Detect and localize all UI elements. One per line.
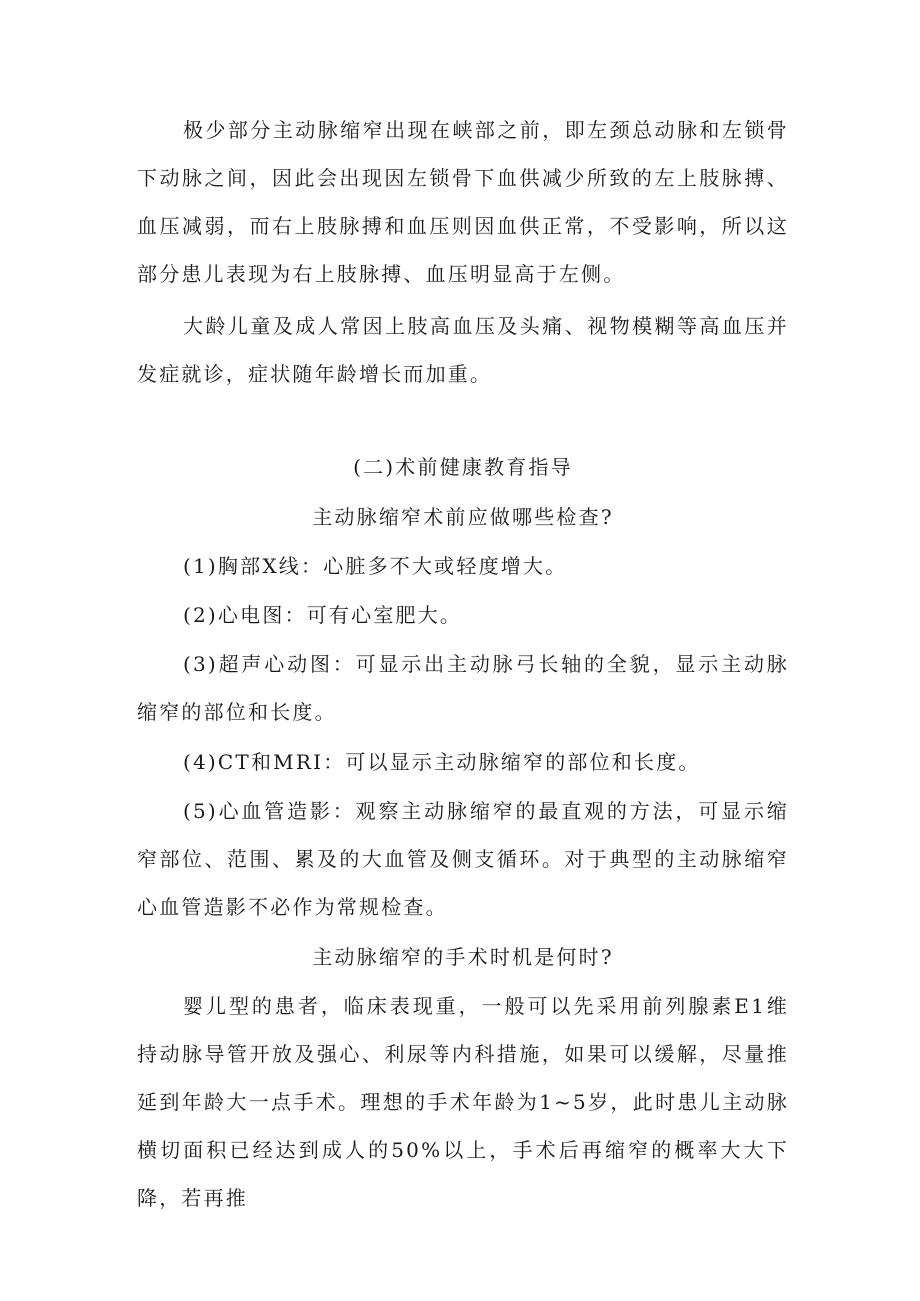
paragraph-aortic-coarctation-proximal: 极少部分主动脉缩窄出现在峡部之前，即左颈总动脉和左锁骨下动脉之间，因此会出现因左锁骨下血供减少所致的左上肢脉搏、血压减弱，而右上肢脉搏和血压则因血供正常，不受影响，所以这部分患儿表现为右上肢脉搏、血压明显高于左侧。: [137, 118, 789, 286]
exam-item-ecg: (2)心电图：可有心室肥大。: [183, 603, 463, 627]
answer-surgery-timing: 婴儿型的患者，临床表现重，一般可以先采用前列腺素E1维持动脉导管开放及强心、利尿等内科措施，如果可以缓解，尽量推延到年龄大一点手术。理想的手术年龄为1~5岁，此时患儿主动脉横切面积已经达到成人的50%以上，手术后再缩窄的概率大大下降，若再推: [137, 994, 789, 1210]
exam-item-ct-mri: (4)CT和MRI：可以显示主动脉缩窄的部位和长度。: [183, 750, 701, 774]
section-heading: (二)术前健康教育指导: [353, 455, 573, 479]
question-preop-exams: 主动脉缩窄术前应做哪些检查?: [312, 505, 614, 529]
paragraph-older-children-symptoms: 大龄儿童及成人常因上肢高血压及头痛、视物模糊等高血压并发症就诊，症状随年龄增长而加重。: [137, 314, 789, 386]
exam-item-angiography: (5)心血管造影：观察主动脉缩窄的最直观的方法，可显示缩窄部位、范围、累及的大血管及侧支循环。对于典型的主动脉缩窄心血管造影不必作为常规检查。: [137, 799, 789, 919]
question-surgery-timing: 主动脉缩窄的手术时机是何时?: [312, 945, 614, 969]
exam-item-echocardiography: (3)超声心动图：可显示出主动脉弓长轴的全貌，显示主动脉缩窄的部位和长度。: [137, 652, 789, 724]
exam-item-chest-xray: (1)胸部X线：心脏多不大或轻度增大。: [183, 554, 568, 578]
